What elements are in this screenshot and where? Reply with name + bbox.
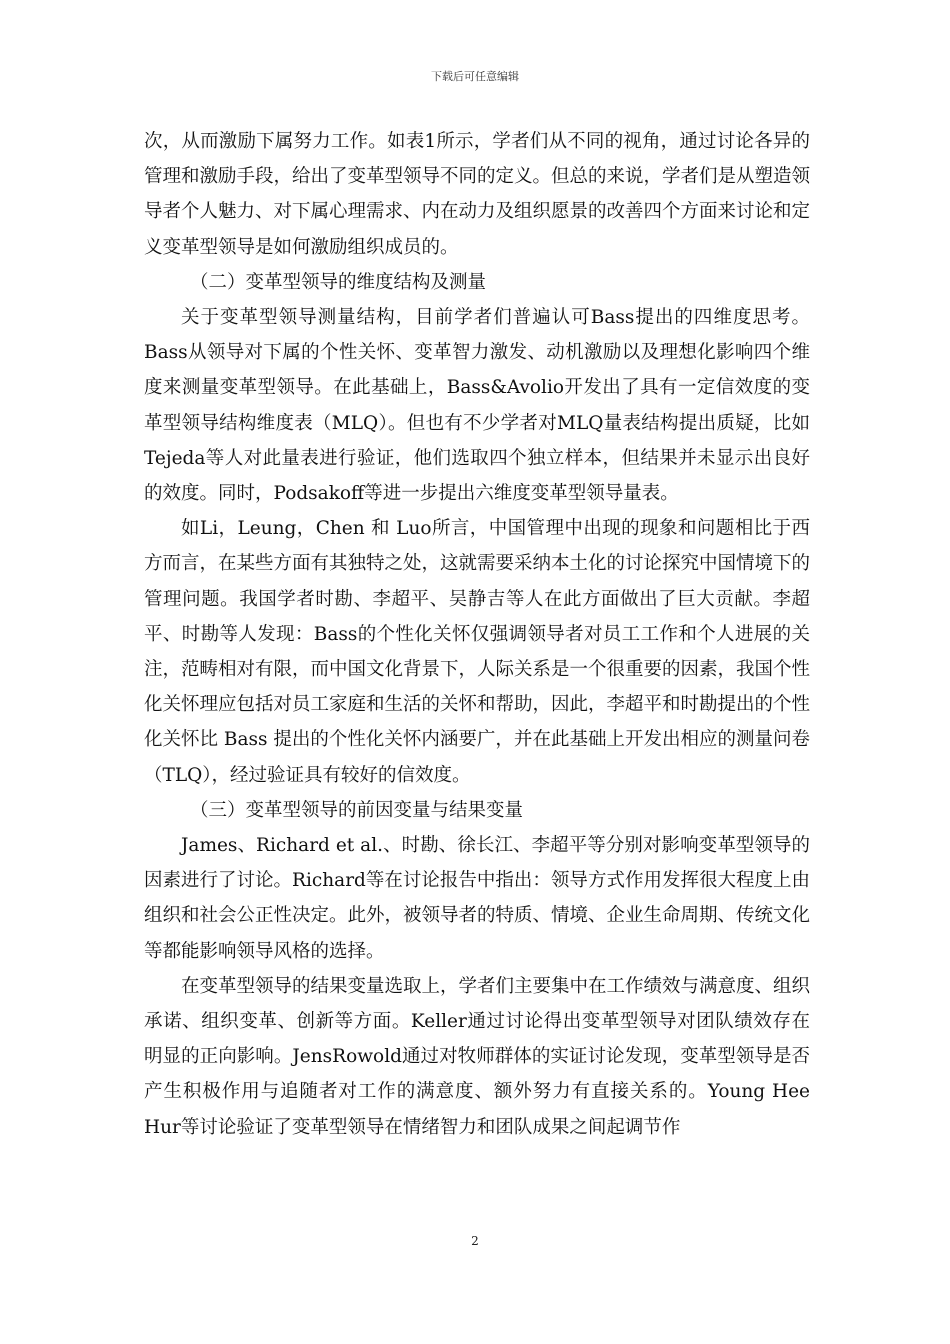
paragraph-localization: 如Li，Leung，Chen 和 Luo所言，中国管理中出现的现象和问题相比于西方而言，在某些方面有其独特之处，这就需要采纳本土化的讨论探究中国情境下的管理问题。我国学者时勘、李超平、吴静吉等人在此方面做出了巨大贡献。李超平、时勘等人发现：Bass的个性化关怀仅强调领导者对员工工作和个人进展的关注，范畴相对有限，而中国文化背景下，人际关系是一个很重要的因素，我国个性化关怀理应包括对员工家庭和生活的关怀和帮助，因此，李超平和时勘提出的个性化关怀比 Bass 提出的个性化关怀内涵要广，并在此基础上开发出相应的测量问卷（TLQ），经过验证具有较好的信效度。 bbox=[144, 518, 811, 786]
section-heading-dimensions: （二）变革型领导的维度结构及测量 bbox=[190, 271, 487, 293]
paragraph-continuation: 次，从而激励下属努力工作。如表1所示，学者们从不同的视角，通过讨论各异的管理和激励手段，给出了变革型领导不同的定义。但总的来说，学者们是从塑造领导者个人魅力、对下属心理需求、内在动力及组织愿景的改善四个方面来讨论和定义变革型领导是如何激励组织成员的。 bbox=[144, 131, 811, 258]
body-text bbox=[144, 124, 810, 1145]
page-number: 2 bbox=[471, 1234, 479, 1248]
paragraph-antecedents: James、Richard et al.、时勘、徐长江、李超平等分别对影响变革型领导的因素进行了讨论。Richard等在讨论报告中指出：领导方式作用发挥很大程度上由组织和社会公正性决定。此外，被领导者的特质、情境、企业生命周期、传统文化等都能影响领导风格的选择。 bbox=[144, 835, 811, 962]
paragraph-measurement: 关于变革型领导测量结构，目前学者们普遍认可Bass提出的四维度思考。Bass从领导对下属的个性关怀、变革智力激发、动机激励以及理想化影响四个维度来测量变革型领导。在此基础上，Bass&Avolio开发出了具有一定信效度的变革型领导结构维度表（MLQ）。但也有不少学者对MLQ量表结构提出质疑，比如Tejeda等人对此量表进行验证，他们选取四个独立样本，但结果并未显示出良好的效度。同时，Podsakoff等进一步提出六维度变革型领导量表。 bbox=[144, 307, 810, 505]
page-header: 下载后可任意编辑 bbox=[431, 70, 519, 83]
section-heading-antecedents: （三）变革型领导的前因变量与结果变量 bbox=[190, 799, 524, 821]
paragraph-outcomes: 在变革型领导的结果变量选取上，学者们主要集中在工作绩效与满意度、组织承诺、组织变革、创新等方面。Keller通过讨论得出变革型领导对团队绩效存在明显的正向影响。JensRowold通过对牧师群体的实证讨论发现，变革型领导是否产生积极作用与追随者对工作的满意度、额外努力有直接关系的。Young Hee Hur等讨论验证了变革型领导在情绪智力和团队成果之间起调节作 bbox=[144, 975, 811, 1138]
